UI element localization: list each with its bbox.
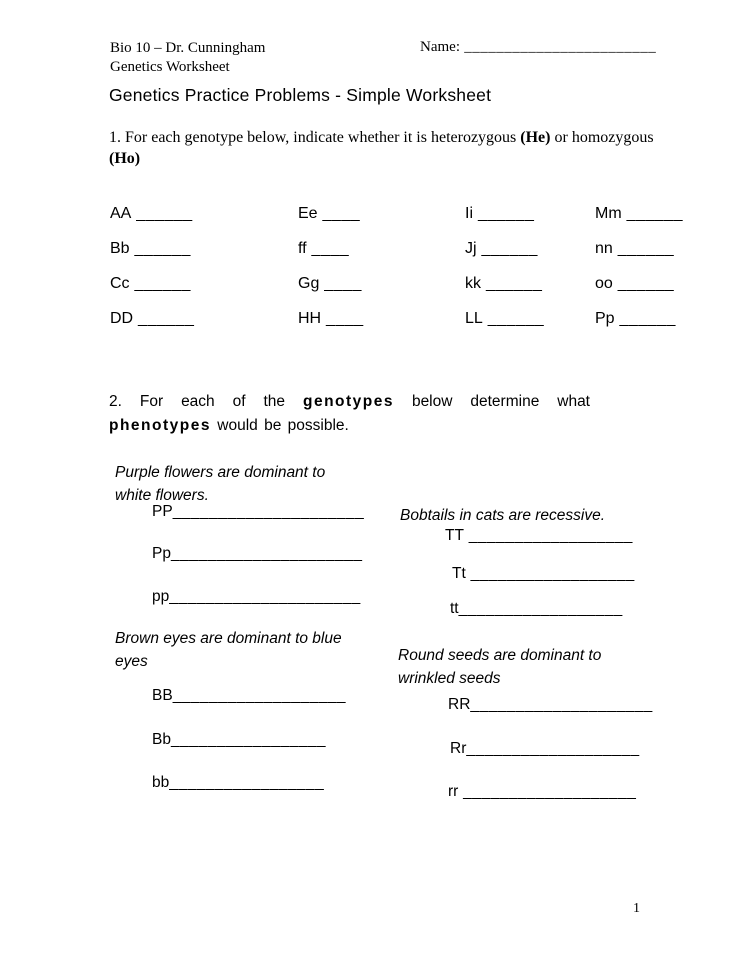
prompt-bobtails: Bobtails in cats are recessive. xyxy=(400,507,606,524)
prompt-purple-flowers: Purple flowers are dominant to white flowers. xyxy=(115,464,326,504)
answer-blank: ___________________ xyxy=(172,687,346,704)
q1-he-bold: (He) xyxy=(520,129,551,146)
answer-line-BB xyxy=(152,687,346,705)
answer-line-Bb xyxy=(152,731,326,749)
q2-segment: below determine what xyxy=(394,393,590,410)
genotype-label: LL xyxy=(465,310,483,327)
answer-label: Rr xyxy=(450,740,467,757)
genotype-cell xyxy=(110,202,298,225)
genotype-blank: ______ xyxy=(614,310,676,327)
genotype-cell xyxy=(110,237,298,260)
genotype-blank: ____ xyxy=(306,240,350,257)
genotype-blank: ______ xyxy=(482,310,545,327)
answer-blank: _____________________ xyxy=(170,545,363,562)
answer-line-Rr xyxy=(450,740,640,758)
genotype-cell xyxy=(595,307,715,330)
genotype-blank: ____ xyxy=(319,275,362,292)
genotype-label: nn xyxy=(595,240,613,257)
answer-blank: _____________________ xyxy=(169,588,361,605)
genotype-cell xyxy=(298,202,465,225)
answer-label: rr xyxy=(448,783,459,800)
answer-blank: ____________________ xyxy=(470,696,653,713)
q2-segment: 2. For each of the xyxy=(109,393,303,410)
q2-phenotypes-bold: phenotypes xyxy=(109,417,211,434)
header-left xyxy=(110,39,265,77)
genotype-label: Pp xyxy=(595,310,615,327)
answer-label: Bb xyxy=(152,731,171,748)
genotype-cell xyxy=(465,272,595,295)
q1-ho-bold: (Ho) xyxy=(109,150,141,167)
answer-label: Tt xyxy=(452,565,466,582)
answer-label: BB xyxy=(152,687,173,704)
genotype-blank: ______ xyxy=(473,205,535,222)
prompt-brown-eyes: Brown eyes are dominant to blue eyes xyxy=(115,630,342,670)
genotype-cell xyxy=(298,237,465,260)
genotype-label: Gg xyxy=(298,275,320,292)
answer-blank: _________________ xyxy=(170,731,327,748)
answer-blank: __________________ xyxy=(465,565,635,582)
answer-blank: _________________ xyxy=(169,774,325,791)
genotype-label: DD xyxy=(110,310,134,327)
answer-label: pp xyxy=(152,588,170,605)
genotype-cell xyxy=(595,202,715,225)
genotype-label: AA xyxy=(110,205,132,222)
q1-segment: or homozygous xyxy=(550,129,654,146)
genotype-cell xyxy=(110,272,298,295)
answer-label: tt xyxy=(450,600,459,617)
name-label: Name: xyxy=(420,39,460,55)
genotype-blank: ______ xyxy=(612,240,675,257)
answer-label: Pp xyxy=(152,545,171,562)
genotype-blank: ______ xyxy=(612,275,675,292)
course-title: Bio 10 – Dr. Cunningham xyxy=(110,40,266,56)
question-2-text xyxy=(109,390,590,438)
answer-line-PP xyxy=(152,503,364,521)
genotype-label: Ee xyxy=(298,205,318,222)
answer-line-rr xyxy=(448,783,636,801)
genotype-grid xyxy=(110,202,715,330)
genotype-blank: ______ xyxy=(133,310,195,327)
genotype-blank: ______ xyxy=(476,240,538,257)
genotype-cell xyxy=(595,237,715,260)
answer-label: bb xyxy=(152,774,170,791)
page-title: Genetics Practice Problems - Simple Worksheet xyxy=(109,85,492,105)
genotype-label: Bb xyxy=(110,240,130,257)
genotype-label: HH xyxy=(298,310,322,327)
genotype-label: Ii xyxy=(465,205,473,222)
answer-blank: ___________________ xyxy=(466,740,640,757)
answer-label: PP xyxy=(152,503,173,520)
question-1-text xyxy=(109,127,657,169)
name-blank: ________________________ xyxy=(459,39,657,55)
answer-label: TT xyxy=(445,527,464,544)
answer-line-TT xyxy=(445,527,633,545)
genotype-blank: ____ xyxy=(317,205,361,222)
genotype-cell xyxy=(465,307,595,330)
name-line xyxy=(420,39,656,56)
genotype-cell xyxy=(465,202,595,225)
answer-line-Pp xyxy=(152,545,363,563)
prompt-round-seeds: Round seeds are dominant to wrinkled seeds xyxy=(398,647,602,687)
genotype-cell xyxy=(298,307,465,330)
q1-segment: 1. For each genotype below, indicate whether it is heterozygous xyxy=(109,129,521,146)
answer-label: RR xyxy=(448,696,471,713)
genotype-label: Mm xyxy=(595,205,622,222)
answer-line-RR xyxy=(448,696,653,714)
genotype-cell xyxy=(110,307,298,330)
answer-blank: __________________ xyxy=(463,527,633,544)
genotype-blank: ______ xyxy=(621,205,683,222)
genotype-label: ff xyxy=(298,240,307,257)
genotype-blank: ______ xyxy=(481,275,543,292)
answer-blank: ___________________ xyxy=(458,783,637,800)
q2-segment: would be possible. xyxy=(210,417,349,434)
answer-line-Tt xyxy=(452,565,635,583)
answer-line-tt xyxy=(450,600,623,618)
genotype-blank: ______ xyxy=(129,275,191,292)
genotype-label: Jj xyxy=(465,240,477,257)
answer-line-pp xyxy=(152,588,361,606)
genotype-cell xyxy=(595,272,715,295)
genotype-label: kk xyxy=(465,275,481,292)
answer-line-bb xyxy=(152,774,324,792)
genotype-cell xyxy=(298,272,465,295)
q2-genotypes-bold: genotypes xyxy=(302,393,394,410)
genotype-label: oo xyxy=(595,275,613,292)
answer-blank: __________________ xyxy=(458,600,623,617)
answer-blank: _____________________ xyxy=(172,503,365,520)
genotype-label: Cc xyxy=(110,275,130,292)
genotype-blank: ______ xyxy=(129,240,191,257)
worksheet-subtitle: Genetics Worksheet xyxy=(110,59,230,75)
genotype-blank: ____ xyxy=(321,310,364,327)
genotype-cell xyxy=(465,237,595,260)
genotype-blank: ______ xyxy=(131,205,193,222)
page-number: 1 xyxy=(633,901,640,916)
